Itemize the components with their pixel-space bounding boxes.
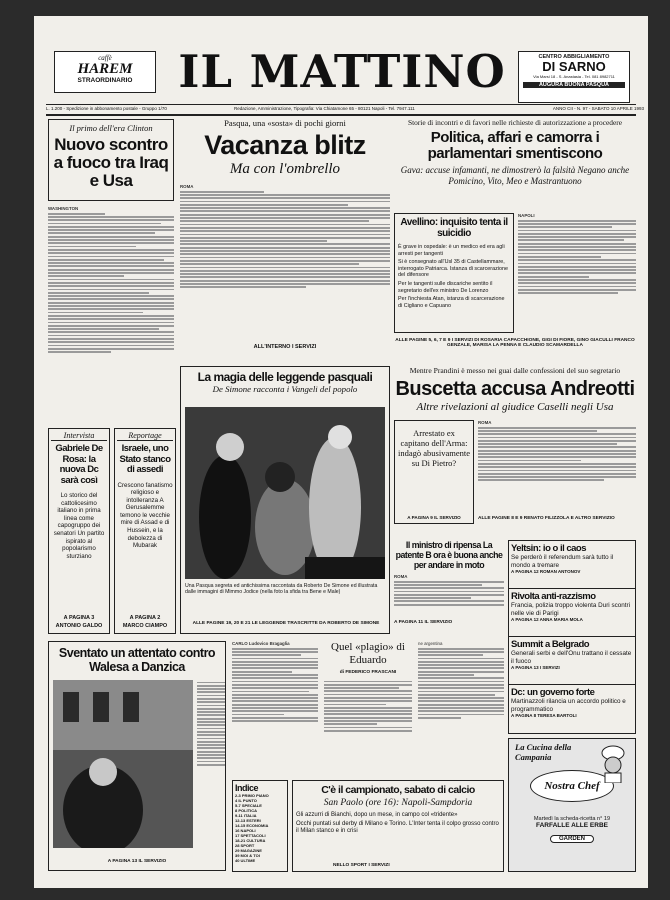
avellino-bullet: Per l'inchiesta Atan, istanza di scarcerazione di Cigliano e Capuano: [398, 296, 505, 309]
indice-box: [232, 780, 288, 872]
masthead-title: IL MATTINO: [178, 45, 506, 98]
vacanza-kicker: Pasqua, una «sosta» di pochi giorni: [224, 118, 346, 128]
campionato-bullet: Occhi puntati sul derby di Milano e Torino. L'Inter tenta il colpo grosso contro il Milan stanco e in crisi: [296, 821, 499, 835]
buscetta-kicker: Mentre Prandini è messo nei guai dalle confessioni del suo segretario: [409, 366, 621, 375]
briefs-column: [508, 540, 636, 734]
leggende-photo: [185, 407, 385, 579]
vacanza-block: [180, 118, 390, 358]
politica-block: [394, 118, 636, 360]
di-sarno-ad-brand: DI SARNO: [542, 59, 606, 74]
brief-page: A PAGINA 12 ROMAN ANTONOV: [511, 569, 581, 574]
intervista-text: Lo storico del cattolicesimo italiano in prima linea come capogruppo dei senatori Un partito ispirato al popolarismo sturziano: [53, 492, 105, 560]
patente-dateline: ROMA: [394, 574, 408, 579]
politica-footer: ALLE PAGINE 5, 6, 7 E 9 I SERVIZI DI ROSARIA CAPACCHIONE, GIGI DI FIORE, GINO GIACULLI FRANCO GENZALE, MARISA LA PENNA E CLAUDIO SCAMARDELLA: [395, 338, 635, 348]
brief-item: [509, 589, 635, 637]
harem-ad-bottom: STRAORDINARIO: [77, 77, 133, 84]
avellino-box: [394, 213, 514, 333]
brief-page: A PAGINA 12 ANNA MARIA MOLA: [511, 617, 583, 622]
indice-item: 5-7 SPECIALE: [235, 803, 262, 808]
avellino-bullets: [398, 244, 510, 309]
reportage-box: [114, 428, 176, 634]
leggende-caption: Una Pasqua segreta ed antichissima raccontata da Roberto De Simone ed illustrata dalle immagini di Mimmo Jodice (nella foto la sfida tra Bene e Male): [185, 583, 378, 596]
cucina-promo: Martedì la scheda-ricetta n° 19: [533, 816, 611, 822]
brief-page: A PAGINA 13 I SERVIZI: [511, 665, 560, 670]
eduardo-col3: ne argentina: [418, 641, 443, 646]
brief-item: [509, 685, 635, 733]
intervista-author: ANTONIO GALDO: [55, 623, 103, 629]
cucina-ad: [508, 738, 636, 872]
buscetta-subhead: Altre rivelazioni al giudice Caselli negli Usa: [416, 401, 614, 413]
politica-dateline: NAPOLI: [518, 213, 535, 218]
chef-icon: [597, 745, 629, 783]
brief-text: Generali serbi e dell'Onu trattano il cessate il fuoco: [511, 650, 632, 665]
indice-item: 16 NAPOLI: [235, 828, 256, 833]
iraq-article: [48, 206, 174, 416]
leggende-headline: La magia delle leggende pasquali: [197, 370, 373, 384]
vacanza-footer: ALL'INTERNO I SERVIZI: [253, 344, 317, 350]
buscetta-sidebar-text: Arrestato ex capitano dell'Arma: indagò abusivamente su Di Pietro?: [398, 428, 470, 468]
buscetta-sidebar-page: A PAGINA 9 IL SERVIZIO: [407, 515, 461, 520]
reportage-author: MARCO CIAMPO: [122, 623, 168, 629]
eduardo-block: [232, 641, 504, 776]
di-sarno-ad: [518, 51, 630, 103]
cucina-recipe: FARFALLE ALLE ERBE: [536, 822, 608, 829]
harem-ad-brand: HAREM: [77, 61, 133, 77]
easter-procession-image: [185, 407, 385, 579]
reportage-page: A PAGINA 2: [129, 615, 161, 621]
brief-item: [509, 637, 635, 685]
brief-item: [509, 541, 635, 589]
indice-item: 28 SPORT: [235, 843, 255, 848]
patente-block: [394, 540, 504, 634]
harem-ad-top: caffè: [98, 54, 112, 62]
newspaper-page: [34, 16, 648, 888]
buscetta-block: [394, 366, 636, 534]
buscetta-dateline: ROMA: [478, 420, 492, 425]
politica-subhead: Gava: accuse infamanti, ne dimostrerò la falsità Negano anche Pomicino, Vito, Meo e Mastrantuono: [400, 165, 630, 186]
politica-headline: Politica, affari e camorra i parlamentari smentiscono: [427, 129, 603, 162]
eduardo-kicker: Quel «plagio» di Eduardo: [331, 641, 405, 666]
vacanza-dateline: ROMA: [180, 184, 194, 189]
campionato-box: [292, 780, 504, 872]
walesa-block: [48, 641, 226, 871]
leggende-footer: ALLE PAGINE 19, 20 E 21 LE LEGGENDE TRASCRITTE DA ROBERTO DE SIMONE: [192, 621, 380, 626]
reportage-headline: Israele, uno Stato stanco di assedi: [119, 443, 171, 475]
brief-headline: Yeltsin: io o il caos: [511, 543, 587, 554]
indice-item: 12-13 ESTERI: [235, 818, 261, 823]
walesa-photo: [53, 680, 193, 848]
brief-text: Francia, polizia troppo violenta Duri scontri nelle vie di Parigi: [511, 602, 630, 617]
leggende-subhead: De Simone racconta i Vangeli del popolo: [212, 384, 358, 394]
eduardo-intro: CARLO Ludovico Bragaglia: [232, 641, 290, 646]
avellino-bullet: Per le tangenti sulle discariche sentito il segretario dell'ex ministro De Lorenzo: [398, 280, 493, 294]
indice-item: 2-3 PRIMO PIANO: [235, 793, 269, 798]
editorial-address: Redazione, Amministrazione, Tipografia: Via Chiatamone 65 - 80121 Napoli - Tel. 7947.111: [234, 106, 415, 111]
buscetta-headline: Buscetta accusa Andreotti: [395, 378, 635, 400]
patente-headline: Il ministro di ripensa La patente B ora è buona anche per andare in moto: [395, 540, 503, 570]
price-line: L. 1.200 - Spedizione in abbonamento postale - Gruppo 1/70: [46, 106, 167, 111]
iraq-kicker: Il primo dell'era Clinton: [69, 123, 153, 133]
cucina-badge: Nostra Chef: [530, 770, 614, 802]
indice-item: 17 SPETTACOLI: [235, 833, 266, 838]
indice-item: 40 ULTIME: [235, 858, 256, 863]
intervista-headline: Gabriele De Rosa: la nuova Dc sarà così: [55, 443, 103, 486]
eduardo-byline: di FEDERICO FRASCANI: [339, 670, 397, 675]
indice-item: 18-21 CULTURA: [235, 838, 266, 843]
di-sarno-ad-slogan: AUGURA BUONA PASQUA: [523, 82, 625, 88]
avellino-headline: Avellino: inquisito tenta il suicidio: [400, 217, 508, 239]
indice-list: [235, 793, 285, 863]
reportage-text: Crescono fanatismo religioso e intolleranza A Gerusalemme temono le vecchie mire di Assad e di Hussein, e la debolezza di Mubarak: [117, 481, 173, 550]
indice-title: Indice: [235, 783, 259, 793]
iraq-headline: Nuovo scontro a fuoco tra Iraq e Usa: [53, 135, 169, 190]
politica-kicker: Storie di incontri e di favori nelle richieste di autorizzazione a procedere: [407, 118, 623, 127]
walesa-headline: Sventato un attentato contro Walesa a Danzica: [58, 646, 216, 674]
brief-text: Se perderò il referendum sarà tutto il mondo a tremare: [511, 554, 614, 569]
indice-item: 9-11 ITALIA: [235, 813, 257, 818]
intervista-page: A PAGINA 3: [63, 615, 95, 621]
campionato-footer: NELLO SPORT I SERVIZI: [333, 863, 390, 868]
di-sarno-ad-line1: CENTRO ABBIGLIAMENTO: [538, 54, 610, 60]
reportage-label: Reportage: [117, 431, 173, 441]
harem-coffee-ad: [54, 51, 156, 93]
campionato-subhead: San Paolo (ore 16): Napoli-Sampdoria: [323, 798, 473, 808]
cucina-sponsor: GARDEN: [550, 835, 594, 843]
avellino-bullet: È grave in ospedale: è un medico ed era agli arresti per tangenti: [398, 244, 505, 257]
brief-headline: Rivolta anti-razzismo: [511, 591, 596, 602]
patente-footer: A PAGINA 11 IL SERVIZIO: [394, 620, 453, 625]
campionato-headline: C'è il campionato, sabato di calcio: [321, 784, 475, 796]
indice-item: 39 MOI & TOI: [235, 853, 260, 858]
vacanza-headline: Vacanza blitz: [204, 130, 366, 160]
iraq-headline-box: [48, 119, 174, 201]
cucina-title: La Cucina della Campania: [515, 742, 572, 762]
issue-line: ANNO CII - N. 97 - SABATO 10 APRILE 1993: [552, 106, 644, 111]
brief-text: Martinazzoli rilancia un accordo politico e programmatico: [511, 698, 626, 713]
buscetta-sidebar: [394, 420, 474, 524]
indice-item: 4 IL PUNTO: [235, 798, 257, 803]
campionato-bullet: Gli azzurri di Bianchi, dopo un mese, in campo col «tridente»: [296, 812, 458, 818]
walesa-footer: A PAGINA 13 IL SERVIZIO: [107, 859, 167, 864]
brief-headline: Summit a Belgrado: [511, 639, 590, 650]
vacanza-subhead: Ma con l'ombrello: [229, 161, 341, 177]
walesa-image: [53, 680, 193, 848]
brief-headline: Dc: un governo forte: [511, 687, 595, 698]
leggende-block: [180, 366, 390, 634]
indice-item: 8 POLITICA: [235, 808, 258, 813]
avellino-bullet: Si è consegnato all'Usl 35 di Castellammare, interrogato Patriarca. Istanza di scarcerazione del difensore: [398, 259, 508, 279]
buscetta-footer: ALLE PAGINE 8 E 9 RENATO FILIZZOLA E ALTRO SERVIZIO: [478, 516, 615, 521]
iraq-dateline: WASHINGTON: [48, 206, 79, 211]
indice-item: 14-15 ECONOMIA: [235, 823, 269, 828]
indice-item: 29 MAGAZINE: [235, 848, 262, 853]
intervista-box: [48, 428, 110, 634]
brief-page: A PAGINA 8 TERESA BARTOLI: [511, 713, 577, 718]
di-sarno-ad-address: Via Marsi 18 - S. Anastasia - Tel. 081 8982711: [533, 74, 615, 79]
intervista-label: Intervista: [51, 431, 107, 441]
